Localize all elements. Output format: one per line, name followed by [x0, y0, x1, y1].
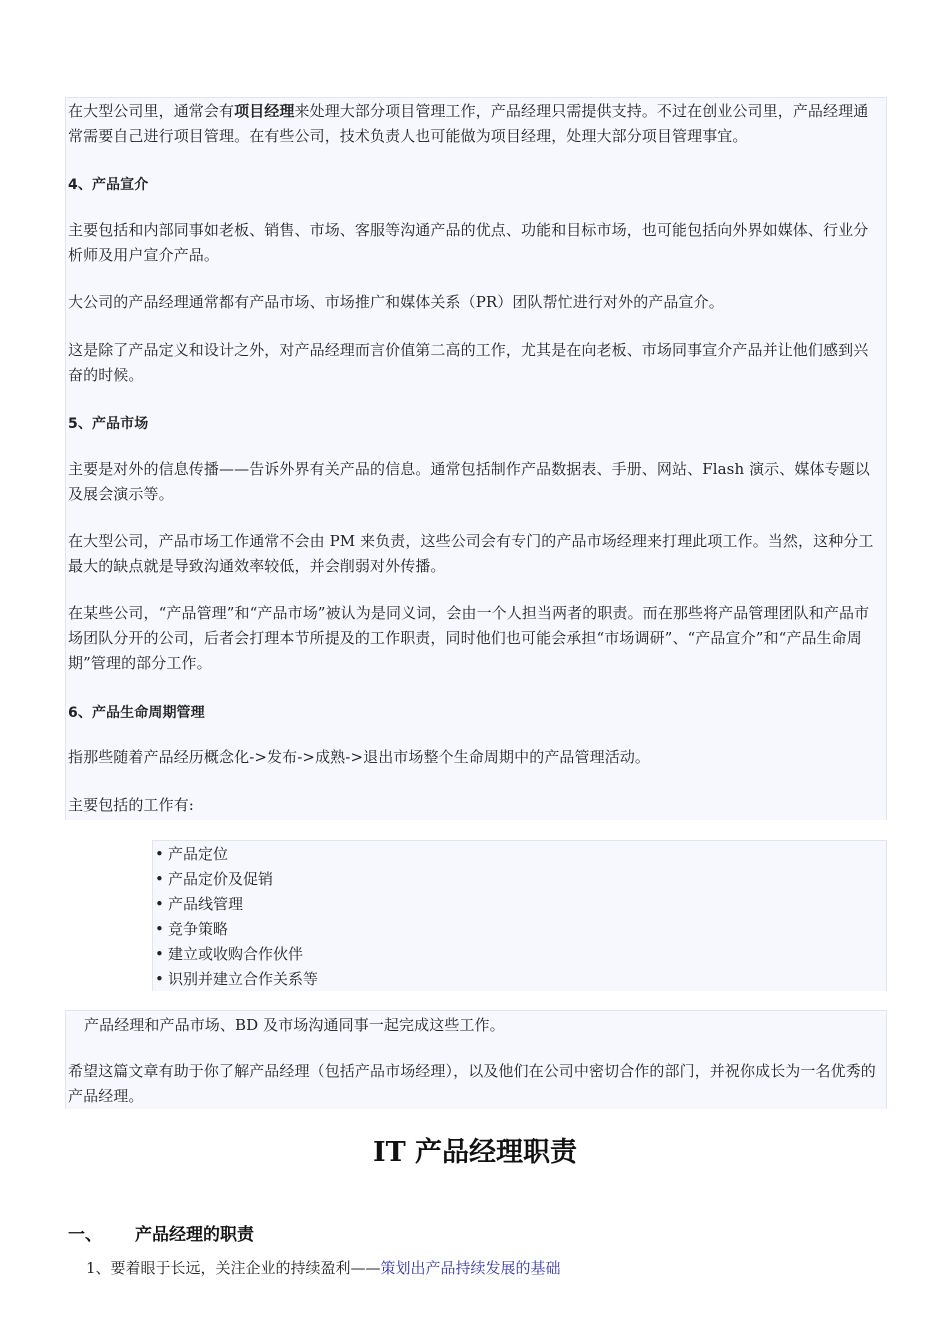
item-link[interactable]: 策划出产品持续发展的基础 [380, 1259, 561, 1277]
paragraph-evangelism-c: 这是除了产品定义和设计之外，对产品经理而言价值第二高的工作，尤其是在向老板、市场同事宣介产品并让他们感到兴奋的时候。 [68, 341, 869, 384]
bold-term: 项目经理 [234, 102, 295, 120]
paragraph-lifecycle-b: 主要包括的工作有: [68, 796, 194, 814]
item-text: 1、要着眼于长远，关注企业的持续盈利—— [86, 1259, 381, 1277]
lifecycle-task-list [155, 842, 318, 992]
list-item: • 产品线管理 [155, 892, 318, 917]
section-heading-responsibilities [68, 1222, 254, 1248]
list-item: • 建立或收购合作伙伴 [155, 942, 318, 967]
paragraph-lifecycle-a: 指那些随着产品经历概念化->发布->成熟->退出市场整个生命周期中的产品管理活动。 [68, 748, 651, 766]
paragraph-evangelism-a: 主要包括和内部同事如老板、销售、市场、客服等沟通产品的优点、功能和目标市场，也可能包括向外界如媒体、行业分析师及用户宣介产品。 [68, 221, 869, 264]
list-item: • 产品定价及促销 [155, 867, 318, 892]
paragraph-text: 在大型公司里，通常会有 [68, 102, 235, 120]
paragraph-marketing-a: 主要是对外的信息传播——告诉外界有关产品的信息。通常包括制作产品数据表、手册、网站、Flash 演示、媒体专题以及展会演示等。 [68, 460, 870, 503]
heading-lifecycle-management: 6、产品生命周期管理 [68, 705, 205, 721]
heading-product-marketing: 5、产品市场 [68, 416, 149, 432]
list-item: • 竞争策略 [155, 917, 318, 942]
section-number: 一、 [68, 1225, 102, 1245]
paragraph-closing-b: 希望这篇文章有助于你了解产品经理（包括产品市场经理），以及他们在公司中密切合作的部门，并祝你成长为一名优秀的产品经理。 [68, 1062, 876, 1105]
responsibility-item-1 [86, 1256, 561, 1281]
heading-product-evangelism: 4、产品宣介 [68, 177, 149, 193]
paragraph-marketing-c: 在某些公司，“产品管理”和“产品市场”被认为是同义词，会由一个人担当两者的职责。而在那些将产品管理团队和产品市场团队分开的公司，后者会打理本节所提及的工作职责，同时他们也可能会承担“市场调研”、“产品宣介”和“产品生命周期”管理的部分工作。 [68, 604, 870, 672]
paragraph-project-management [68, 99, 882, 149]
paragraph-closing-a: 产品经理和产品市场、BD 及市场沟通同事一起完成这些工作。 [84, 1016, 505, 1034]
list-item: • 识别并建立合作关系等 [155, 967, 318, 992]
paragraph-evangelism-b: 大公司的产品经理通常都有产品市场、市场推广和媒体关系（PR）团队帮忙进行对外的产品宣介。 [68, 293, 724, 311]
list-item: • 产品定位 [155, 842, 318, 867]
paragraph-marketing-b: 在大型公司，产品市场工作通常不会由 PM 来负责，这些公司会有专门的产品市场经理来打理此项工作。当然，这种分工最大的缺点就是导致沟通效率较低，并会削弱对外传播。 [68, 532, 874, 575]
paragraph-text: 来处理大部分项目管理工作，产品经理只需提供支持。不过在创业公司里，产品经理通常需要自己进行项目管理。在有些公司，技术负责人也可能做为项目经理，处理大部分项目管理事宜。 [68, 102, 869, 145]
section-title: 产品经理的职责 [135, 1225, 254, 1245]
document-title: IT 产品经理职责 [372, 1137, 578, 1168]
